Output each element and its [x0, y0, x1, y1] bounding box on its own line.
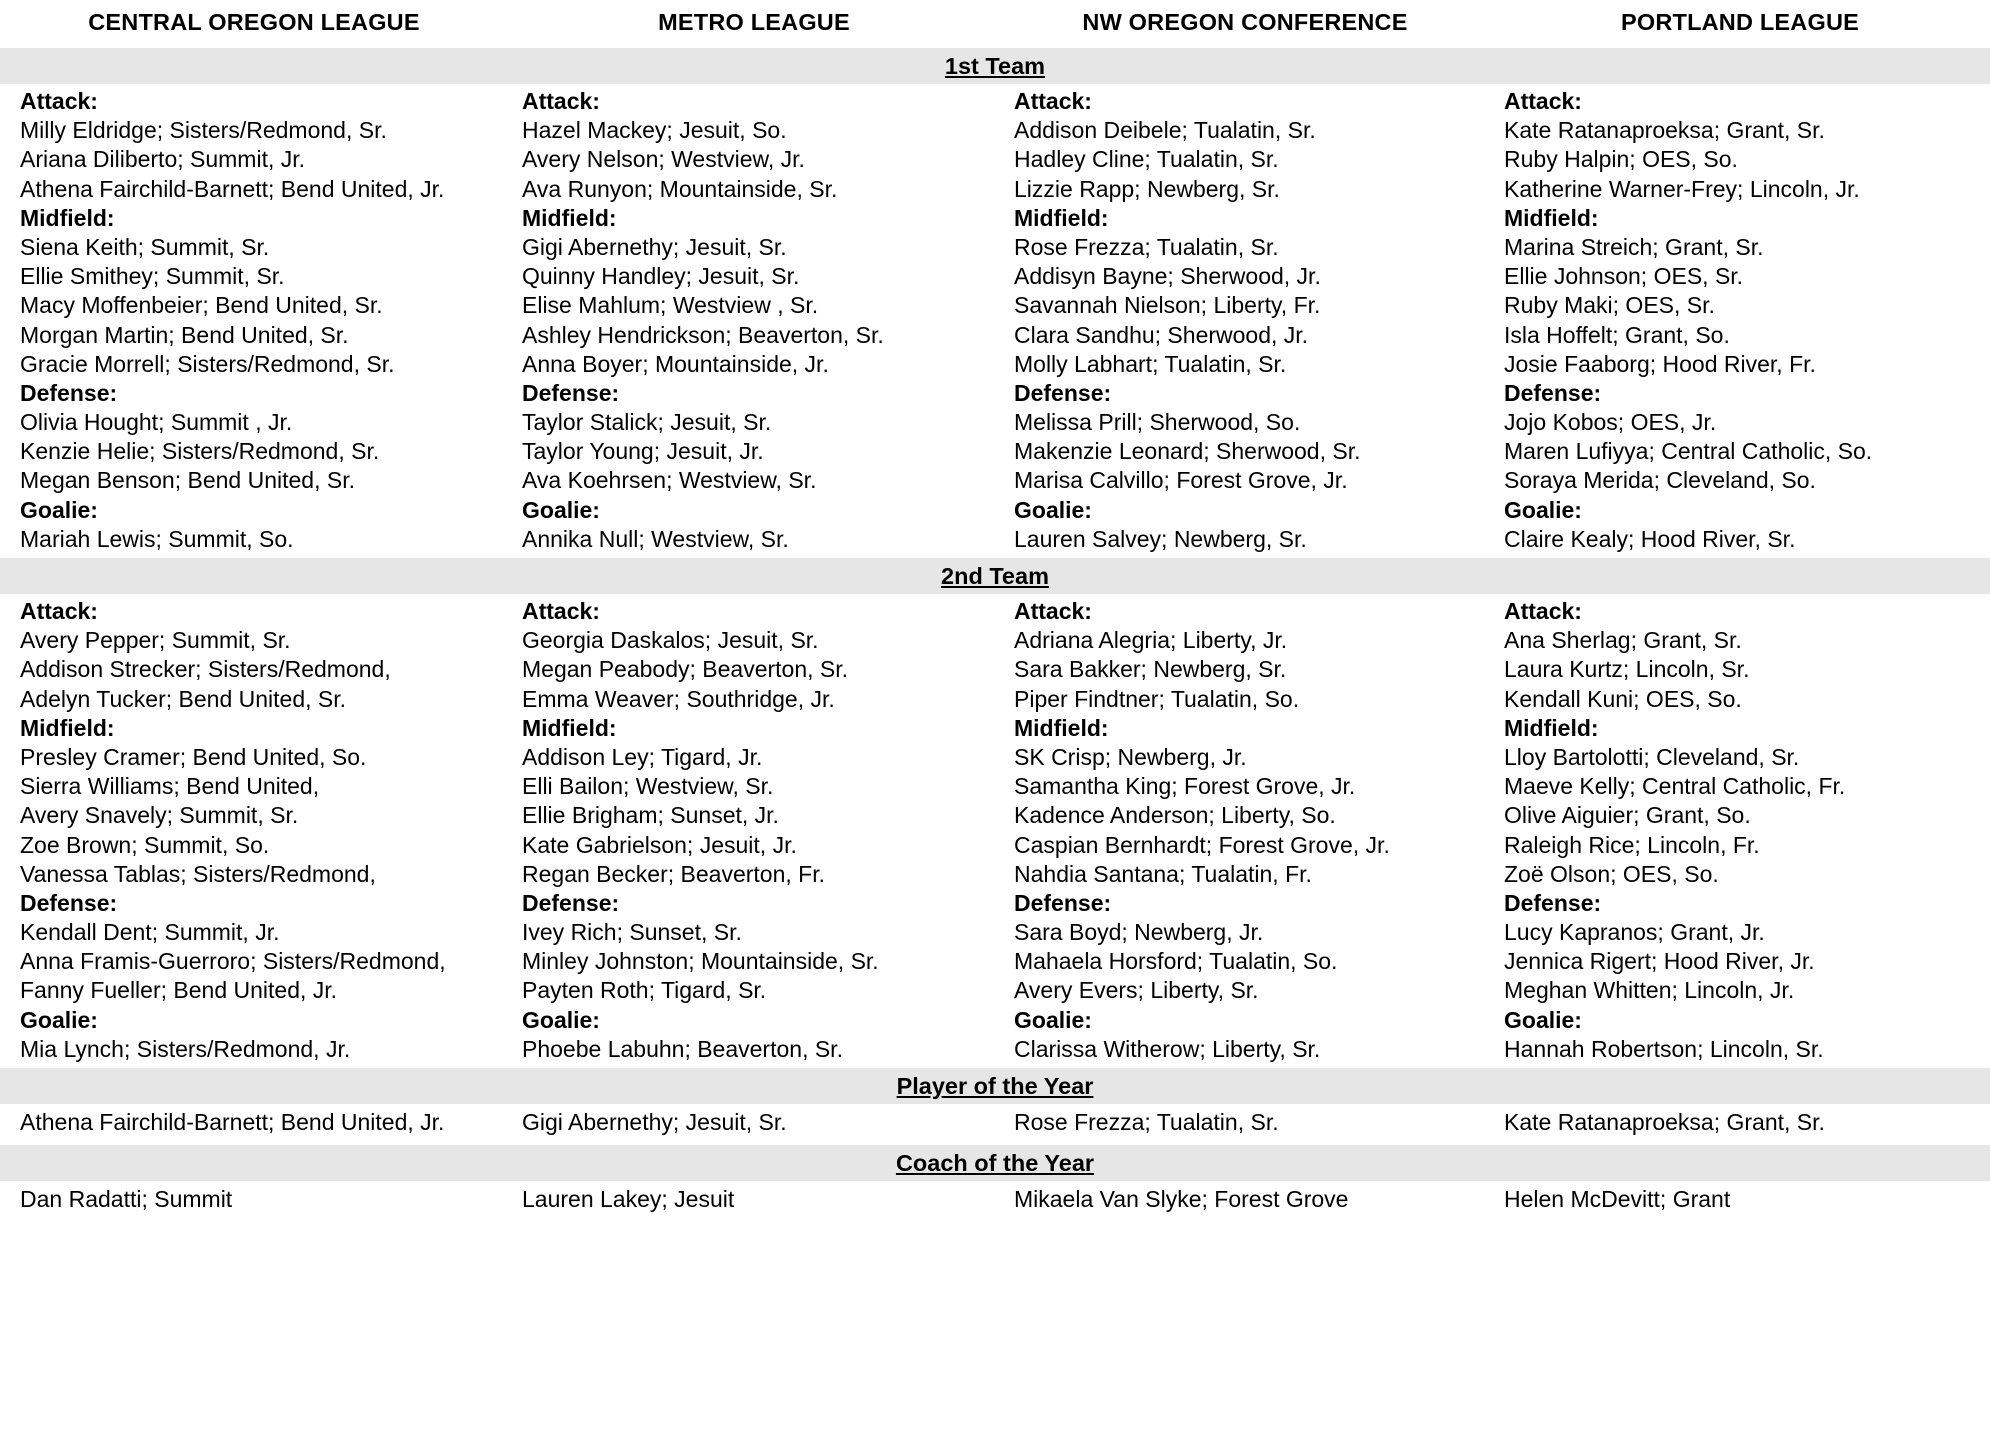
column-header-nw-oregon: NW OREGON CONFERENCE: [1082, 9, 1408, 35]
player-entry: Anna Boyer; Mountainside, Jr.: [522, 350, 829, 377]
position-label-midfield: Midfield:: [522, 714, 617, 741]
player-entry: Anna Framis-Guerroro; Sisters/Redmond,: [20, 948, 446, 975]
player-entry: Minley Johnston; Mountainside, Sr.: [522, 948, 879, 975]
player-entry: Makenzie Leonard; Sherwood, Sr.: [1014, 438, 1361, 465]
section-header-first-team: [0, 48, 1990, 84]
position-label-defense: Defense:: [20, 379, 118, 406]
player-entry: Zoë Olson; OES, So.: [1504, 860, 1719, 887]
position-label-attack: Attack:: [1014, 598, 1092, 624]
player-entry: Adriana Alegria; Liberty, Jr.: [1014, 627, 1288, 654]
player-entry: Megan Benson; Bend United, Sr.: [20, 467, 355, 494]
player-entry: Ruby Maki; OES, Sr.: [1504, 292, 1715, 319]
poty-central-oregon: Athena Fairchild-Barnett; Bend United, Jr.: [20, 1109, 445, 1135]
second-team-body-row: [0, 594, 1990, 1068]
player-entry: Addison Ley; Tigard, Jr.: [522, 743, 763, 770]
coach-of-the-year-row: [0, 1181, 1990, 1222]
poty-portland: Kate Ratanaproeksa; Grant, Sr.: [1504, 1109, 1825, 1135]
player-entry: Ava Koehrsen; Westview, Sr.: [522, 467, 817, 494]
player-entry: Avery Pepper; Summit, Sr.: [20, 627, 291, 654]
player-entry: Sara Boyd; Newberg, Jr.: [1014, 919, 1264, 946]
section-title-coach-of-the-year: Coach of the Year: [895, 1150, 1095, 1177]
coty-nw-oregon: Mikaela Van Slyke; Forest Grove: [1014, 1186, 1349, 1213]
player-entry: Quinny Handley; Jesuit, Sr.: [522, 263, 800, 290]
player-entry: Addison Deibele; Tualatin, Sr.: [1014, 117, 1316, 144]
player-entry: Siena Keith; Summit, Sr.: [20, 233, 270, 260]
player-entry: Rose Frezza; Tualatin, Sr.: [1014, 233, 1279, 260]
player-entry: Avery Snavely; Summit, Sr.: [20, 802, 299, 829]
player-entry: Avery Evers; Liberty, Sr.: [1014, 977, 1259, 1004]
player-entry: Lucy Kapranos; Grant, Jr.: [1504, 919, 1765, 946]
position-label-goalie: Goalie:: [1014, 496, 1092, 523]
coty-metro: Lauren Lakey; Jesuit: [522, 1186, 735, 1213]
player-entry: Molly Labhart; Tualatin, Sr.: [1014, 350, 1287, 377]
player-entry: Laura Kurtz; Lincoln, Sr.: [1504, 656, 1750, 683]
player-entry: Ellie Johnson; OES, Sr.: [1504, 263, 1744, 290]
player-entry: Kadence Anderson; Liberty, So.: [1014, 802, 1336, 829]
section-title-first-team: 1st Team: [944, 53, 1046, 79]
player-entry: SK Crisp; Newberg, Jr.: [1014, 743, 1247, 770]
player-entry: Melissa Prill; Sherwood, So.: [1014, 409, 1301, 436]
player-entry: Morgan Martin; Bend United, Sr.: [20, 321, 349, 348]
player-entry: Katherine Warner-Frey; Lincoln, Jr.: [1504, 175, 1860, 202]
player-entry: Mariah Lewis; Summit, So.: [20, 525, 294, 552]
player-entry: Hazel Mackey; Jesuit, So.: [522, 117, 787, 144]
column-header-portland: PORTLAND LEAGUE: [1621, 9, 1859, 35]
position-label-defense: Defense:: [1014, 889, 1112, 916]
position-label-attack: Attack:: [1504, 88, 1582, 114]
position-label-goalie: Goalie:: [522, 1006, 600, 1033]
player-entry: Athena Fairchild-Barnett; Bend United, Jr.: [20, 175, 445, 202]
player-entry: Kendall Dent; Summit, Jr.: [20, 919, 280, 946]
player-entry: Addisyn Bayne; Sherwood, Jr.: [1014, 263, 1321, 290]
position-label-defense: Defense:: [20, 889, 118, 916]
section-header-second-team: [0, 558, 1990, 594]
position-label-goalie: Goalie:: [522, 496, 600, 523]
player-entry: Lauren Salvey; Newberg, Sr.: [1014, 525, 1307, 552]
player-entry: Elise Mahlum; Westview , Sr.: [522, 292, 819, 319]
player-entry: Clara Sandhu; Sherwood, Jr.: [1014, 321, 1309, 348]
position-label-defense: Defense:: [522, 379, 620, 406]
position-label-defense: Defense:: [1504, 379, 1602, 406]
first-team-cell-metro: [508, 84, 1000, 558]
position-label-midfield: Midfield:: [522, 204, 617, 231]
player-entry: Olivia Hought; Summit , Jr.: [20, 409, 293, 436]
position-label-defense: Defense:: [522, 889, 620, 916]
player-of-the-year-row: [0, 1104, 1990, 1145]
position-label-goalie: Goalie:: [20, 1006, 98, 1033]
player-entry: Mia Lynch; Sisters/Redmond, Jr.: [20, 1035, 351, 1062]
player-entry: Fanny Fueller; Bend United, Jr.: [20, 977, 338, 1004]
position-label-midfield: Midfield:: [1014, 204, 1109, 231]
player-entry: Ana Sherlag; Grant, Sr.: [1504, 627, 1742, 654]
league-header-row: [0, 0, 1990, 48]
player-entry: Maeve Kelly; Central Catholic, Fr.: [1504, 773, 1846, 800]
position-label-attack: Attack:: [1504, 598, 1582, 624]
player-entry: Vanessa Tablas; Sisters/Redmond,: [20, 860, 376, 887]
second-team-cell-central-oregon: [0, 594, 508, 1068]
player-entry: Meghan Whitten; Lincoln, Jr.: [1504, 977, 1795, 1004]
first-team-cell-central-oregon: [0, 84, 508, 558]
position-label-defense: Defense:: [1014, 379, 1112, 406]
column-header-central-oregon: CENTRAL OREGON LEAGUE: [88, 9, 420, 35]
player-entry: Jennica Rigert; Hood River, Jr.: [1504, 948, 1815, 975]
player-entry: Regan Becker; Beaverton, Fr.: [522, 860, 825, 887]
player-entry: Maren Lufiyya; Central Catholic, So.: [1504, 438, 1873, 465]
position-label-goalie: Goalie:: [20, 496, 98, 523]
player-entry: Ruby Halpin; OES, So.: [1504, 146, 1738, 173]
player-entry: Hannah Robertson; Lincoln, Sr.: [1504, 1035, 1824, 1062]
first-team-cell-nw-oregon: [1000, 84, 1490, 558]
player-entry: Ariana Diliberto; Summit, Jr.: [20, 146, 306, 173]
player-entry: Raleigh Rice; Lincoln, Fr.: [1504, 831, 1760, 858]
player-entry: Milly Eldridge; Sisters/Redmond, Sr.: [20, 117, 387, 144]
position-label-attack: Attack:: [20, 598, 98, 624]
player-entry: Lizzie Rapp; Newberg, Sr.: [1014, 175, 1280, 202]
player-entry: Isla Hoffelt; Grant, So.: [1504, 321, 1730, 348]
player-entry: Emma Weaver; Southridge, Jr.: [522, 685, 835, 712]
position-label-midfield: Midfield:: [1504, 714, 1599, 741]
second-team-cell-portland: [1490, 594, 1990, 1068]
player-entry: Clarissa Witherow; Liberty, Sr.: [1014, 1035, 1321, 1062]
player-entry: Mahaela Horsford; Tualatin, So.: [1014, 948, 1338, 975]
player-entry: Taylor Stalick; Jesuit, Sr.: [522, 409, 772, 436]
player-entry: Adelyn Tucker; Bend United, Sr.: [20, 685, 347, 712]
position-label-midfield: Midfield:: [1504, 204, 1599, 231]
second-team-cell-nw-oregon: [1000, 594, 1490, 1068]
position-label-goalie: Goalie:: [1014, 1006, 1092, 1033]
section-header-player-of-the-year: [0, 1068, 1990, 1104]
player-entry: Nahdia Santana; Tualatin, Fr.: [1014, 860, 1312, 887]
player-entry: Marina Streich; Grant, Sr.: [1504, 233, 1764, 260]
player-entry: Gracie Morrell; Sisters/Redmond, Sr.: [20, 350, 395, 377]
player-entry: Georgia Daskalos; Jesuit, Sr.: [522, 627, 819, 654]
player-entry: Taylor Young; Jesuit, Jr.: [522, 438, 764, 465]
player-entry: Soraya Merida; Cleveland, So.: [1504, 467, 1816, 494]
position-label-defense: Defense:: [1504, 889, 1602, 916]
player-entry: Zoe Brown; Summit, So.: [20, 831, 270, 858]
player-entry: Payten Roth; Tigard, Sr.: [522, 977, 767, 1004]
position-label-midfield: Midfield:: [20, 204, 115, 231]
position-label-midfield: Midfield:: [1014, 714, 1109, 741]
player-entry: Avery Nelson; Westview, Jr.: [522, 146, 805, 173]
player-entry: Savannah Nielson; Liberty, Fr.: [1014, 292, 1321, 319]
player-entry: Ashley Hendrickson; Beaverton, Sr.: [522, 321, 884, 348]
position-label-midfield: Midfield:: [20, 714, 115, 741]
coty-central-oregon: Dan Radatti; Summit: [20, 1186, 233, 1213]
player-entry: Gigi Abernethy; Jesuit, Sr.: [522, 233, 787, 260]
section-title-player-of-the-year: Player of the Year: [896, 1073, 1094, 1099]
position-label-attack: Attack:: [20, 88, 98, 114]
player-entry: Ellie Smithey; Summit, Sr.: [20, 263, 285, 290]
player-entry: Ava Runyon; Mountainside, Sr.: [522, 175, 838, 202]
player-entry: Ellie Brigham; Sunset, Jr.: [522, 802, 779, 829]
player-entry: Samantha King; Forest Grove, Jr.: [1014, 773, 1356, 800]
first-team-body-row: [0, 84, 1990, 558]
second-team-cell-metro: [508, 594, 1000, 1068]
player-entry: Josie Faaborg; Hood River, Fr.: [1504, 350, 1816, 377]
player-entry: Lloy Bartolotti; Cleveland, Sr.: [1504, 743, 1800, 770]
player-entry: Annika Null; Westview, Sr.: [522, 525, 789, 552]
position-label-attack: Attack:: [522, 598, 600, 624]
player-entry: Kenzie Helie; Sisters/Redmond, Sr.: [20, 438, 380, 465]
player-entry: Elli Bailon; Westview, Sr.: [522, 773, 774, 800]
coty-portland: Helen McDevitt; Grant: [1504, 1186, 1731, 1213]
player-entry: Kendall Kuni; OES, So.: [1504, 685, 1742, 712]
player-entry: Claire Kealy; Hood River, Sr.: [1504, 525, 1796, 552]
position-label-goalie: Goalie:: [1504, 496, 1582, 523]
player-entry: Kate Gabrielson; Jesuit, Jr.: [522, 831, 797, 858]
player-entry: Ivey Rich; Sunset, Sr.: [522, 919, 742, 946]
player-entry: Piper Findtner; Tualatin, So.: [1014, 685, 1300, 712]
first-team-cell-portland: [1490, 84, 1990, 558]
column-header-metro: METRO LEAGUE: [658, 9, 850, 35]
player-entry: Sara Bakker; Newberg, Sr.: [1014, 656, 1287, 683]
player-entry: Kate Ratanaproeksa; Grant, Sr.: [1504, 117, 1825, 144]
poty-metro: Gigi Abernethy; Jesuit, Sr.: [522, 1109, 787, 1135]
position-label-goalie: Goalie:: [1504, 1006, 1582, 1033]
player-entry: Sierra Williams; Bend United,: [20, 773, 320, 800]
player-entry: Olive Aiguier; Grant, So.: [1504, 802, 1751, 829]
player-entry: Jojo Kobos; OES, Jr.: [1504, 409, 1717, 436]
player-entry: Caspian Bernhardt; Forest Grove, Jr.: [1014, 831, 1390, 858]
position-label-attack: Attack:: [1014, 88, 1092, 114]
player-entry: Macy Moffenbeier; Bend United, Sr.: [20, 292, 383, 319]
section-title-second-team: 2nd Team: [941, 563, 1049, 589]
player-entry: Presley Cramer; Bend United, So.: [20, 743, 367, 770]
player-entry: Marisa Calvillo; Forest Grove, Jr.: [1014, 467, 1348, 494]
player-entry: Phoebe Labuhn; Beaverton, Sr.: [522, 1035, 843, 1062]
player-entry: Addison Strecker; Sisters/Redmond,: [20, 656, 391, 683]
player-entry: Hadley Cline; Tualatin, Sr.: [1014, 146, 1279, 173]
poty-nw-oregon: Rose Frezza; Tualatin, Sr.: [1014, 1109, 1279, 1135]
position-label-attack: Attack:: [522, 88, 600, 114]
section-header-coach-of-the-year: [0, 1145, 1990, 1181]
player-entry: Megan Peabody; Beaverton, Sr.: [522, 656, 849, 683]
